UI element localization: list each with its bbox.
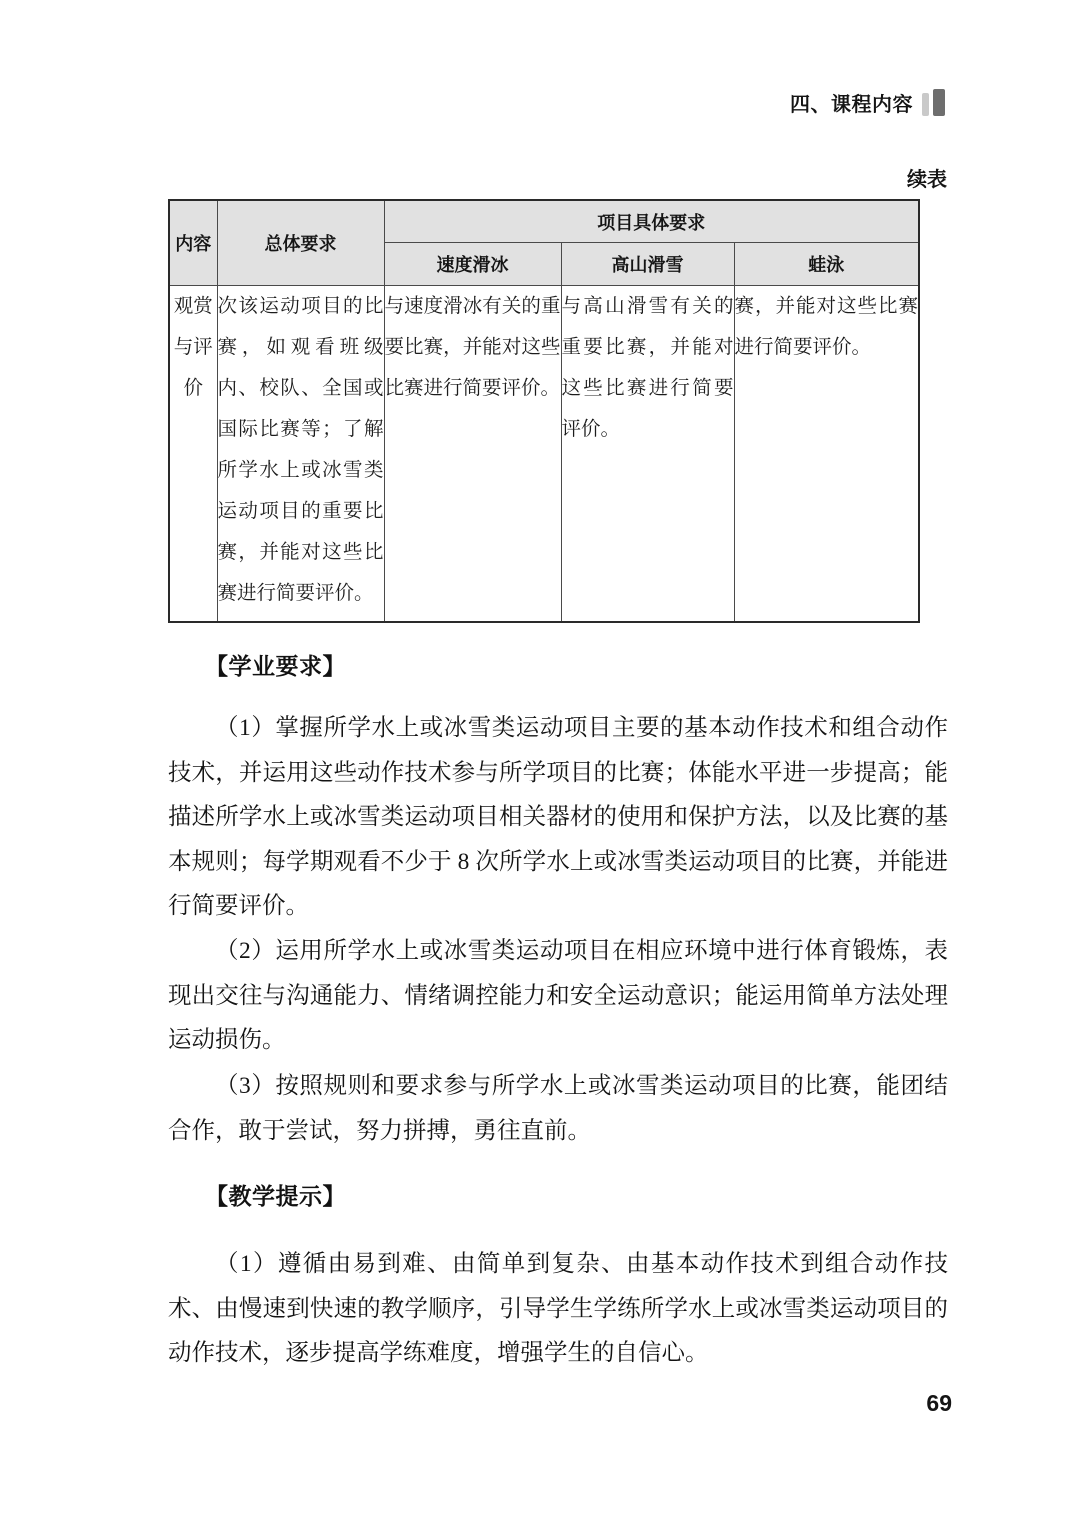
col-header-overall: 总体要求 <box>217 200 384 286</box>
col-header-breaststroke: 蛙泳 <box>734 243 919 286</box>
cell-content-category: 观赏与评价 <box>169 286 217 623</box>
paragraph-teaching-1: （1）遵循由易到难、由简单到复杂、由基本动作技术到组合动作技术、由慢速到快速的教学顺序，引导学生学练所学水上或冰雪类运动项目的动作技术，逐步提高学练难度，增强学生的自信心。 <box>168 1251 948 1366</box>
requirements-table <box>168 199 920 623</box>
cell-speed-skating-requirement: 与速度滑冰有关的重要比赛，并能对这些比赛进行简要评价。 <box>384 286 561 623</box>
running-head-bars-icon <box>922 89 945 116</box>
cell-breaststroke-requirement: 赛，并能对这些比赛进行简要评价。 <box>734 286 919 623</box>
col-header-alpine-skiing: 高山滑雪 <box>561 243 734 286</box>
table-row <box>169 286 919 623</box>
cell-overall-requirement: 次该运动项目的比赛，如观看班级内、校队、全国或国际比赛等；了解所学水上或冰雪类运动项目的重要比赛，并能对这些比赛进行简要评价。 <box>217 286 384 623</box>
cell-alpine-skiing-requirement: 与高山滑雪有关的重要比赛，并能对这些比赛进行简要评价。 <box>561 286 734 623</box>
table-continued-caption: 续表 <box>907 169 947 191</box>
table-body <box>169 286 919 623</box>
bar-light-icon <box>922 93 929 116</box>
table-header-row-1 <box>169 200 919 243</box>
running-head <box>790 88 945 117</box>
table-header <box>169 200 919 286</box>
section-heading-teaching-tips: 【教学提示】 <box>205 1183 346 1209</box>
bar-dark-icon <box>933 89 945 116</box>
page-number: 69 <box>926 1390 952 1416</box>
running-head-title: 四、课程内容 <box>790 94 913 116</box>
paragraph-academic-1: （1）掌握所学水上或冰雪类运动项目主要的基本动作技术和组合动作技术，并运用这些动作技术参与所学项目的比赛；体能水平进一步提高；能描述所学水上或冰雪类运动项目相关器材的使用和保护方法，以及比赛的基本规则；每学期观看不少于 8 次所学水上或冰雪类运动项目的比赛，并能进行简要评价。 <box>168 715 948 919</box>
col-header-content: 内容 <box>169 200 217 286</box>
col-header-group-project-specific: 项目具体要求 <box>384 200 919 243</box>
paragraph-academic-3: （3）按照规则和要求参与所学水上或冰雪类运动项目的比赛，能团结合作，敢于尝试，努力拼搏，勇往直前。 <box>168 1073 948 1144</box>
paragraph-academic-2: （2）运用所学水上或冰雪类运动项目在相应环境中进行体育锻炼，表现出交往与沟通能力、情绪调控能力和安全运动意识；能运用简单方法处理运动损伤。 <box>168 938 948 1053</box>
section-heading-academic-requirements: 【学业要求】 <box>205 653 346 679</box>
requirements-table-wrapper <box>168 199 918 623</box>
col-header-speed-skating: 速度滑冰 <box>384 243 561 286</box>
